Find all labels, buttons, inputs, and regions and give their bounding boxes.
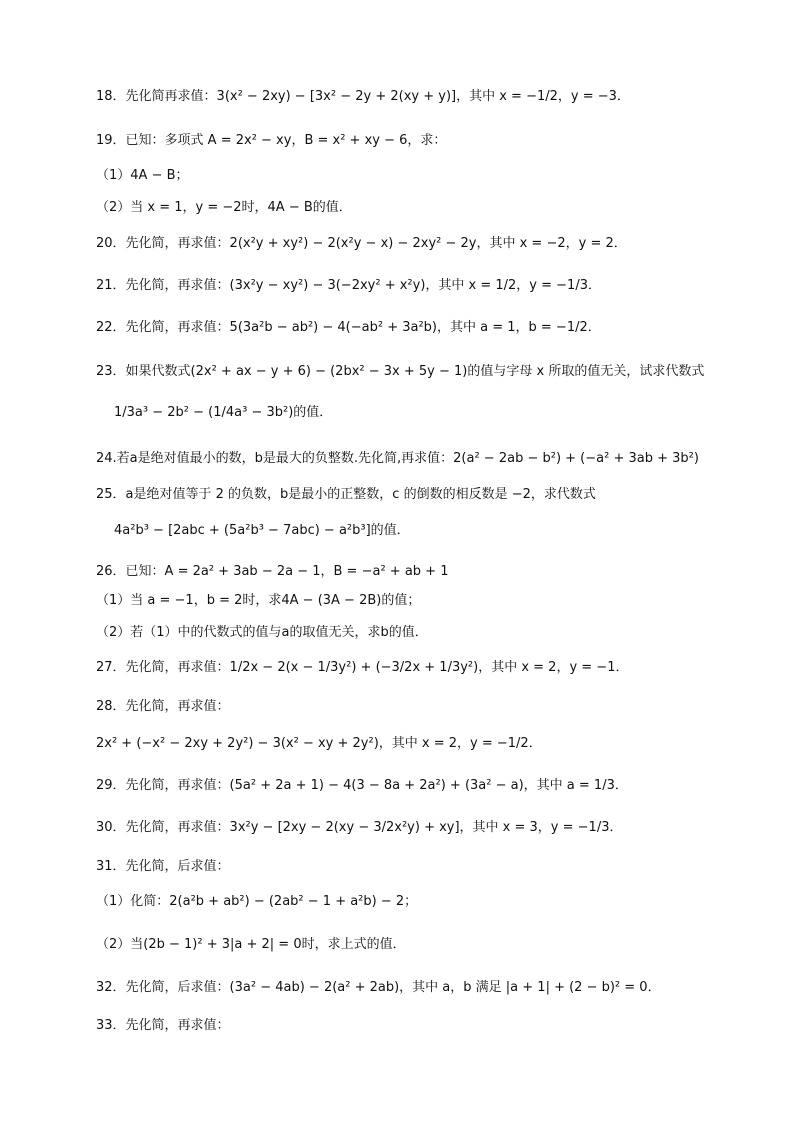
problem-28-expression: 2x² + (−x² − 2xy + 2y²) − 3(x² − xy + 2y²)，其中 x = 2，y = −1/2． — [96, 736, 542, 751]
problem-18: 18．先化简再求值：3(x² − 2xy) − [3x² − 2y + 2(xy + y)]，其中 x = −1/2，y = −3． — [96, 89, 630, 104]
problem-31-part-2: （2）当(2b − 1)² + 3|a + 2| = 0时，求上式的值． — [96, 937, 406, 952]
problem-19: 19．已知：多项式 A = 2x² − xy，B = x² + xy − 6，求： — [96, 133, 447, 148]
problem-19-part-2: （2）当 x = 1，y = −2时，4A − B的值． — [96, 200, 352, 215]
problem-28: 28．先化简，再求值： — [96, 699, 230, 714]
problem-22: 22．先化简，再求值：5(3a²b − ab²) − 4(−ab² + 3a²b)，其中 a = 1，b = −1/2． — [96, 320, 601, 335]
problem-23-expression: 1/3a³ − 2b² − (1/4a³ − 3b²)的值． — [114, 405, 333, 420]
problem-21: 21．先化简，再求值：(3x²y − xy²) − 3(−2xy² + x²y)，其中 x = 1/2，y = −1/3． — [96, 278, 601, 293]
problem-26-part-2: （2）若（1）中的代数式的值与a的取值无关，求b的值． — [96, 625, 428, 640]
problem-25-expression: 4a²b³ − [2abc + (5a²b³ − 7abc) − a²b³]的值． — [114, 523, 410, 538]
problem-25: 25．a是绝对值等于 2 的负数，b是最小的正整数，c 的倒数的相反数是 −2，求代数式 — [96, 487, 596, 502]
problem-24: 24.若a是绝对值最小的数，b是最大的负整数.先化简,再求值：2(a² − 2ab − b²) + (−a² + 3ab + 3b²) — [96, 451, 699, 466]
problem-27: 27．先化简，再求值：1/2x − 2(x − 1/3y²) + (−3/2x + 1/3y²)，其中 x = 2，y = −1． — [96, 660, 629, 675]
problem-19-part-1: （1）4A − B； — [96, 168, 189, 183]
problem-26: 26．已知：A = 2a² + 3ab − 2a − 1，B = −a² + ab + 1 — [96, 564, 449, 579]
problem-23: 23．如果代数式(2x² + ax − y + 6) − (2bx² − 3x + 5y − 1)的值与字母 x 所取的值无关，试求代数式 — [96, 364, 705, 379]
problem-29: 29．先化简，再求值：(5a² + 2a + 1) − 4(3 − 8a + 2a²) + (3a² − a)，其中 a = 1/3． — [96, 778, 628, 793]
problem-26-part-1: （1）当 a = −1，b = 2时，求4A − (3A − 2B)的值； — [96, 593, 421, 608]
problem-31: 31．先化简，后求值： — [96, 859, 230, 874]
problem-30: 30．先化简，再求值：3x²y − [2xy − 2(xy − 3/2x²y) + xy]，其中 x = 3，y = −1/3． — [96, 820, 623, 835]
problem-31-part-1: （1）化简：2(a²b + ab²) − (2ab² − 1 + a²b) − 2； — [96, 894, 418, 909]
problem-32: 32．先化简，后求值：(3a² − 4ab) − 2(a² + 2ab)，其中 a，b 满足 |a + 1| + (2 − b)² = 0． — [96, 980, 661, 995]
problem-33: 33．先化简，再求值： — [96, 1018, 230, 1033]
problem-20: 20．先化简，再求值：2(x²y + xy²) − 2(x²y − x) − 2xy² − 2y，其中 x = −2，y = 2． — [96, 236, 627, 251]
